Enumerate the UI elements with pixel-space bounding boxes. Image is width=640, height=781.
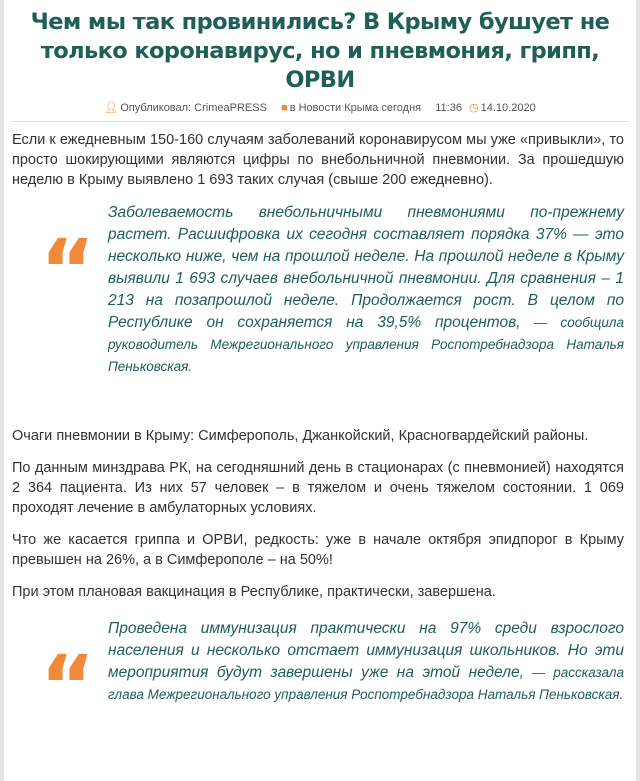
publish-time: 11:36 [435,102,462,114]
title-divider [12,121,628,122]
article-meta [4,101,636,115]
paragraph-intro: Если к ежедневным 150-160 случаям заболеваний коронавирусом мы уже «привыкли», то просто шокирующими являются цифры по внебольничной пневмонии. За прошедшую неделю в Крыму выявлено 1 693 таких случая (свыше 200 ежедневно). [12,132,624,188]
user-icon: 👤︎ [104,102,119,114]
paragraph-foci: Очаги пневмонии в Крыму: Симферополь, Джанкойский, Красногвардейский районы. [12,428,589,444]
quote-2-text: Проведена иммунизация практически на 97% среди взрослого населения и несколько отстает иммунизация школьников. Но эти мероприятия будут завершены уже на этой неделе, [108,620,624,681]
clock-icon: ◷ [469,102,479,114]
folder-icon: ■ [281,102,288,114]
paragraph-flu: Что же касается гриппа и ОРВИ, редкость: уже в начале октября эпидпорог в Крыму превышен на 26%, а в Симферополе – на 50%! [12,532,624,568]
quote-mark-icon: “ [40,637,96,735]
author-link[interactable]: Опубликовал: CrimeaPRESS [120,102,267,114]
quote-mark-icon: “ [40,221,96,319]
publish-date: 14.10.2020 [480,102,536,114]
paragraph-vaccination: При этом плановая вакцинация в Республике, практически, завершена. [12,584,496,600]
quote-1-text: Заболеваемость внебольничными пневмониями по-прежнему растет. Расшифровка их сегодня составляет порядка 37% — это несколько ниже, чем на прошлой неделе. На прошлой неделе в Крыму выявили 1 693 случаев внебольничной пневмонии. Для сравнения – 1 213 на позапрошлой неделе. Продолжается рост. В целом по Республике он сохраняется на 39,5% процентов, [108,204,624,331]
quote-1-attribution: — сообщила руководитель Межрегионального управления Роспотребнадзора Наталья Пеньковская. [108,315,624,374]
category-link[interactable]: в Новости Крыма сегодня [289,102,422,114]
quote-block-2 [12,618,624,735]
article-title: Чем мы так провинились? В Крыму бушует не только коронавирус, но и пневмония, грипп, ОРВИ [30,9,610,93]
paragraph-hospital: По данным минздрава РК, на сегодняшний день в стационарах (с пневмонией) находятся 2 364 пациента. Из них 57 человек – в тяжелом и очень тяжелом состоянии. 1 069 проходят лечение в амбулаторных условиях. [12,460,624,516]
quote-block-1 [12,202,624,378]
quote-2-attribution: — рассказала глава Межрегионального управления Роспотребнадзора Наталья Пеньковская. [108,665,624,702]
